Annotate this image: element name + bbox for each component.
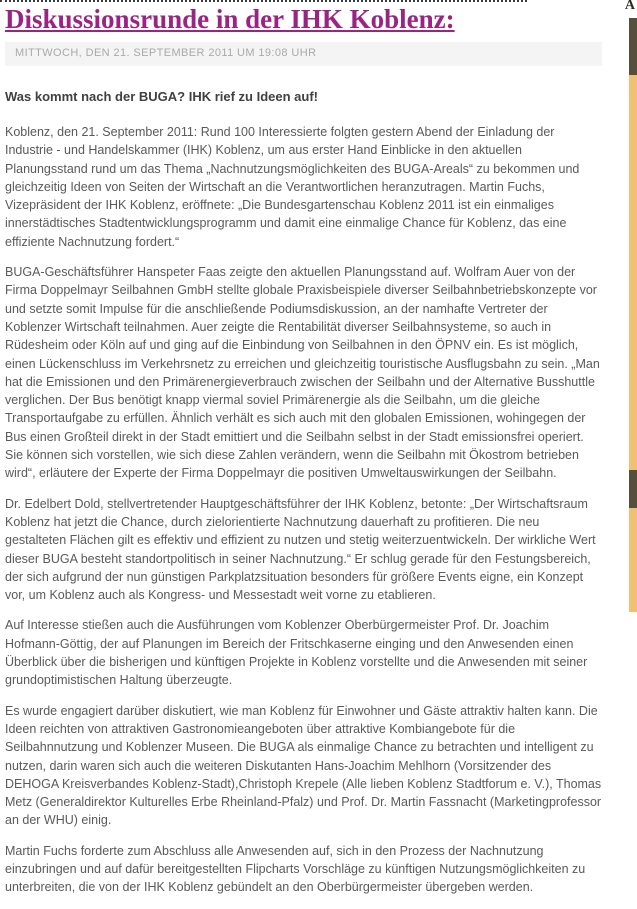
- article-page: [5, 2, 605, 909]
- article-paragraph: BUGA-Geschäftsführer Hanspeter Faas zeigte den aktuellen Planungsstand auf. Wolfram Auer von der Firma Doppelmayr Seilbahnen GmbH stellte globale Praxisbeispiele diverser Seilbahnbetriebskonzepte vor und setzte somit Impulse für die anschließende Podiumsdiskussion, an der namhafte Vertreter der Koblenzer Wirtschaft teilnahmen. Auer zeigte die Rentabilität diverser Seilbahnsysteme, so auch in Rüdesheim oder Köln auf und ging auf die Einbindung von Seilbahnen in den ÖPNV ein. Es ist möglich, einen Lückenschluss im Verkehrsnetz zu erreichen und gleichzeitig touristische Ausflugsbahn zu sein. „Man hat die Emissionen und den Primärenergieverbrauch zwischen der Seilbahn und der Alternative Busshuttle verglichen. Der Bus benötigt knapp viermal soviel Primärenergie als die Seilbahn, um die gleiche Transportaufgabe zu erfüllen. Ähnlich verhält es sich auch mit den globalen Emissionen, wohingegen der Bus einen Großteil direkt in der Stadt emittiert und die Seilbahn selbst in der Stadt emissionsfrei operiert. Sie können sich vorstellen, wie sich diese Zahlen verändern, wenn die Seilbahn mit Ökostrom betrieben wird“, erläutere der Experte der Firma Doppelmayr die positiven Umweltauswirkungen der Seilbahn.: [5, 265, 600, 481]
- date-bar: [5, 42, 602, 66]
- article-paragraph: Dr. Edelbert Dold, stellvertretender Hauptgeschäftsführer der IHK Koblenz, betonte: „Der Wirtschaftsraum Koblenz hat jetzt die Chance, durch zielorientierte Nachnutzung dauerhaft zu profitieren. Die neu gestalteten Flächen gilt es effektiv und effizient zu nutzen und stetig weiterzuentwickeln. Der wirkliche Wert dieser BUGA besteht standortpolitisch in seiner Nachnutzung.“ Er schlug gerade für den Festungsbereich, der sich aufgrund der nun günstigen Parkplatzsituation besonders für größere Events eigne, ein Konzept vor, um Koblenz auch als Kongress- und Messestadt weit vorne zu etablieren.: [5, 496, 596, 603]
- article-body: [5, 123, 605, 897]
- sidebar-box-header-edge: [629, 18, 637, 75]
- article-subheading: Was kommt nach der BUGA? IHK rief zu Ideen auf!: [5, 89, 319, 104]
- article-paragraph: Es wurde engagiert darüber diskutiert, wie man Koblenz für Einwohner und Gäste attraktiv halten kann. Die Ideen reichten von attraktiven Gastronomieangeboten über attraktive Kombiangebote für die Seilbahnnutzung und Koblenzer Museen. Die BUGA als einmalige Chance zu betrachten und intelligent zu nutzen, darin waren sich auch die weiteren Diskutanten Hans-Joachim Mehlhorn (Vorsitzender des DEHOGA Kreisverbandes Koblenz-Stadt),Christoph Krepele (Alle lieben Koblenz Stadtforum e. V.), Thomas Metz (Generaldirektor Kulturelles Erbe Rheinland-Pfalz) und Prof. Dr. Martin Fassnacht (Marketingprofessor an der WHU) einig.: [5, 703, 602, 828]
- sidebar-box-header-edge: [629, 470, 637, 508]
- right-sidebar-sliver: [625, 0, 637, 887]
- article-title-link[interactable]: Diskussionsrunde in der IHK Koblenz:: [5, 4, 455, 34]
- sidebar-cut-off-text: A: [624, 0, 635, 13]
- article-paragraph: Martin Fuchs forderte zum Abschluss alle Anwesenden auf, sich in den Prozess der Nachnutzung einzubringen und auf dafür bereitgestellten Flipcharts Vorschläge zu künftigen Nutzungsmöglichkeiten zu unterbreiten, die von der IHK Koblenz gebündelt an den Oberbürgermeister übergeben werden.: [5, 843, 586, 895]
- article-paragraph: Auf Interesse stießen auch die Ausführungen vom Koblenzer Oberbürgermeister Prof. Dr. Joachim Hofmann-Göttig, der auf Planungen im Bereich der Fritschkaserne einging und den Anwesenden einen Überblick über die bisherigen und künftigen Projekte in Koblenz vorstellte und die Anwesenden mit seiner grundoptimistischen Haltung überzeugte.: [5, 618, 588, 688]
- sidebar-box-body-edge[interactable]: [629, 75, 637, 470]
- article-paragraph: Koblenz, den 21. September 2011: Rund 100 Interessierte folgten gestern Abend der Einladung der Industrie - und Handelskammer (IHK) Koblenz, um aus erster Hand Einblicke in den aktuellen Planungsstand rund um das Thema „Nachnutzungsmöglichkeiten des BUGA-Areals“ zu bekommen und gleichzeitig Ideen von Seiten der Wirtschaft an die Verantwortlichen heranzutragen. Martin Fuchs, Vizepräsident der IHK Koblenz, eröffnete: „Die Bundesgartenschau Koblenz 2011 ist ein einmaliges innerstädtisches Stadtentwicklungsprogramm und damit eine einmalige Chance für Koblenz, das eine effiziente Nachnutzung fordert.“: [5, 125, 580, 249]
- sidebar-box-body-edge[interactable]: [629, 508, 637, 612]
- date-text: MITTWOCH, DEN 21. SEPTEMBER 2011 UM 19:08 UHR: [15, 47, 317, 59]
